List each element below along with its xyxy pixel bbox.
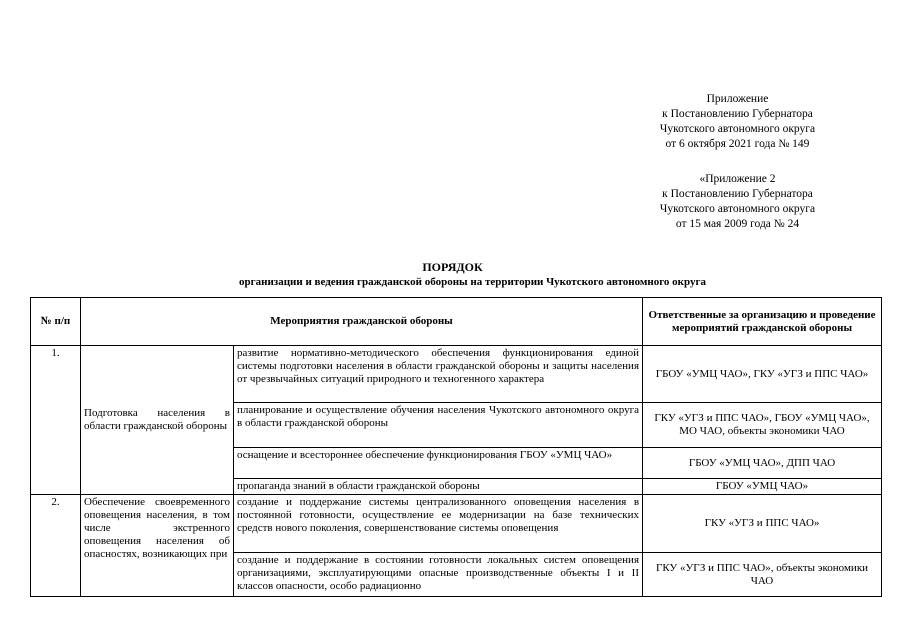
- appendix-line: Приложение: [706, 93, 769, 105]
- activity-cell: планирование и осуществление обучения населения Чукотского автономного округа в области гражданской обороны: [234, 403, 643, 448]
- responsible-cell: ГБОУ «УМЦ ЧАО»: [643, 479, 882, 495]
- activity-cell: пропаганда знаний в области гражданской обороны: [234, 479, 643, 495]
- document-title: ПОРЯДОК: [422, 260, 483, 274]
- appendix-line: «Приложение 2: [699, 173, 776, 185]
- appendix-line: от 15 мая 2009 года № 24: [675, 218, 800, 230]
- section-number: 2.: [31, 495, 81, 597]
- table-header-row: [31, 298, 882, 346]
- responsible-cell: ГКУ «УГЗ и ППС ЧАО»: [643, 495, 882, 553]
- appendix-line: к Постановлению Губернатора: [662, 188, 813, 200]
- appendix-line: Чукотского автономного округа: [659, 123, 816, 135]
- responsible-cell: ГКУ «УГЗ и ППС ЧАО», ГБОУ «УМЦ ЧАО», МО ЧАО, объекты экономики ЧАО: [643, 403, 882, 448]
- responsible-cell: ГБОУ «УМЦ ЧАО», ДПП ЧАО: [643, 448, 882, 479]
- appendix-line: к Постановлению Губернатора: [662, 108, 813, 120]
- table-row: [31, 346, 882, 403]
- appendix-line: от 6 октября 2021 года № 149: [665, 138, 810, 150]
- header-num: № п/п: [31, 298, 81, 346]
- appendix-block-1: [630, 92, 845, 152]
- activity-cell: развитие нормативно-методического обеспечения функционирования единой системы подготовки населения в области гражданской обороны и защиты населения от чрезвычайных ситуаций природного и техногенного характера: [234, 346, 643, 403]
- header-responsible: Ответственные за организацию и проведение мероприятий гражданской обороны: [643, 298, 882, 346]
- section-number: 1.: [31, 346, 81, 495]
- activity-cell: оснащение и всестороннее обеспечение функционирования ГБОУ «УМЦ ЧАО»: [234, 448, 643, 479]
- appendix-line: Чукотского автономного округа: [659, 203, 816, 215]
- header-measures: Мероприятия гражданской обороны: [81, 298, 643, 346]
- responsible-cell: ГКУ «УГЗ и ППС ЧАО», объекты экономики ЧАО: [643, 553, 882, 597]
- responsible-cell: ГБОУ «УМЦ ЧАО», ГКУ «УГЗ и ППС ЧАО»: [643, 346, 882, 403]
- section-direction: Обеспечение своевременного оповещения населения, в том числе экстренного оповещения населения об опасностях, возникающих при: [81, 495, 234, 597]
- section-direction: Подготовка населения в области гражданской обороны: [81, 346, 234, 495]
- appendix-block-2: [630, 172, 845, 232]
- activity-cell: создание и поддержание в состоянии готовности локальных систем оповещения организациями, эксплуатирующими опасные производственные объекты I и II классов опасности, особо радиационно: [234, 553, 643, 597]
- activity-cell: создание и поддержание системы централизованного оповещения населения в постоянной готовности, осуществление ее модернизации на базе технических средств нового поколения, совершенствование системы оповещения: [234, 495, 643, 553]
- civil-defense-table: [30, 297, 882, 597]
- table-row: [31, 495, 882, 553]
- document-subtitle: организации и ведения гражданской обороны на территории Чукотского автономного округа: [239, 276, 706, 288]
